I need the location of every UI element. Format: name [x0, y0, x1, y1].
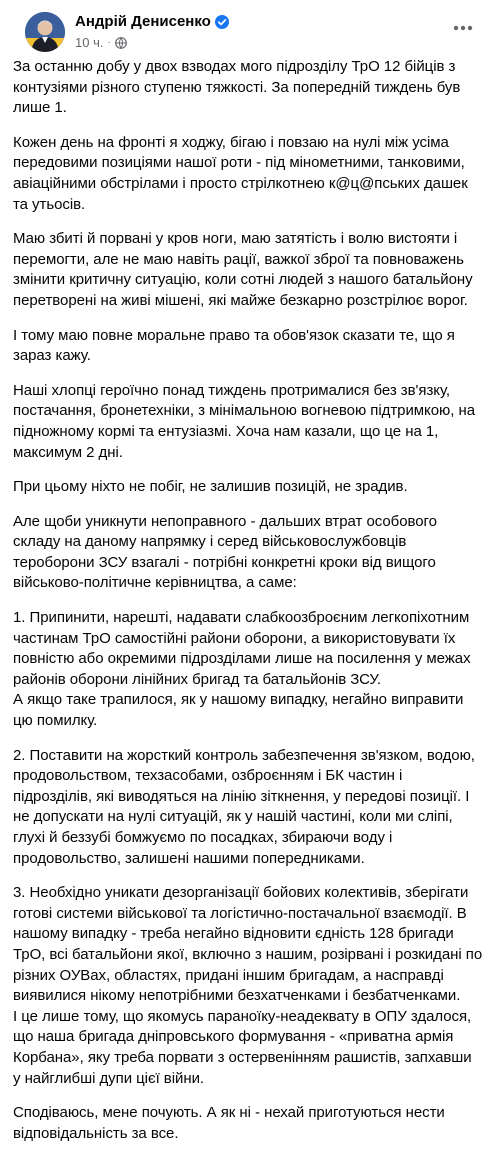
post-paragraph: Але щоби уникнути непоправного - дальших втрат особового складу на даному напрямку і серед військовослужбовців тероборони ЗСУ взагалі - потрібні конкретні кроки від вищого військово-політичне керівництва, а саме:: [13, 512, 437, 592]
post-paragraph: Маю збиті й порвані у кров ноги, маю затятість і волю вистояти і перемогти, але не маю навіть рації, важкої зброї та повноважень змінити критичну ситуацію, коли сотні людей з нашого батальйону перетворені на живі мішені, які майже безкарно розстрілює ворог.: [13, 230, 473, 309]
post-paragraph: І тому маю повне моральне право та обов'язок сказати те, що я зараз кажу.: [13, 326, 455, 365]
post-timestamp[interactable]: 10 ч.: [75, 35, 104, 50]
post-paragraph: 1. Припинити, нарешті, надавати слабкоозброєним легкопіхотним частинам ТрО самостійні райони оборони, а використовувати їх повністю або окремими підрозділами лише на посилення у межах районів оборони лінійних бригад та батальйонів ЗСУ. А якщо таке трапилося, як у нашому випадку, негайно виправити цю помилку.: [13, 609, 471, 730]
post-paragraph: За останню добу у двох взводах мого підрозділу ТрО 12 бійців з контузіями різного ступеню тяжкості. За попередній тиждень був лише 1.: [13, 58, 461, 117]
post-paragraph: Сподіваюсь, мене почують. А як ні - нехай приготуються нести відповідальність за все.: [13, 1104, 445, 1142]
post-paragraph: Наші хлопці героїчно понад тиждень протрималися без зв'язку, постачання, бронетехніки, з мінімальною вогневою підтримкою, на підножному кормі та ентузіазмі. Хоча нам казали, що це на 1, максимум 2 дні.: [13, 381, 475, 461]
post-paragraph: 2. Поставити на жорсткий контроль забезпечення зв'язком, водою, продовольством, техзасобами, озброєнням і БК частин і підрозділів, які виводяться на лінію зіткнення, у передові позиції. І не допускати на нулі ситуацій, як у нашій частині, коли ми сліпі, глухі й беззубі бомжуємо по посадках, збираючи воду і продовольство, залишені нашими попередниками.: [13, 746, 475, 867]
author-name: Андрій Денисенко: [75, 13, 211, 30]
post-paragraph: Кожен день на фронті я ходжу, бігаю і повзаю на нулі між усіма передовими позиціями нашої роти - під мінометними, танковими, авіаційними обстрілами і просто стрілкотнею к@ц@пських дашек та утьосів.: [13, 133, 468, 213]
post-text: [13, 57, 483, 1158]
post-header: [12, 0, 483, 62]
author-name-link[interactable]: [75, 13, 229, 30]
globe-icon[interactable]: [115, 37, 127, 49]
post-paragraph: 3. Необхідно уникати дезорганізації бойових колективів, зберігати готові системи військової та логістично-постачальної взаємодії. В нашому випадку - треба негайно відновити єдність 128 бригади ТрО, всі батальйони якої, включно з нашим, розірвані і розкидані по різних ОУВах, областях, придані іншим бригадам, а насправді виявилися нікому непотрібними безхатченками і безбатченками. І це лише тому, що якомусь параноїку-неадеквату в ОПУ здалося, що наша бригада дніпровського формування - «приватна армія Корбана», яку треба порвати з остервенінням рашистів, запхавши у найглибші дупи цієї війни.: [13, 884, 483, 1087]
verified-badge-icon: [215, 15, 229, 29]
post-meta: [75, 35, 127, 50]
author-avatar[interactable]: [25, 12, 65, 52]
avatar-image: [25, 12, 65, 52]
meta-separator: ·: [107, 37, 111, 48]
more-options-icon[interactable]: [449, 16, 477, 40]
post-paragraph: При цьому ніхто не побіг, не залишив позицій, не зрадив.: [13, 478, 408, 496]
